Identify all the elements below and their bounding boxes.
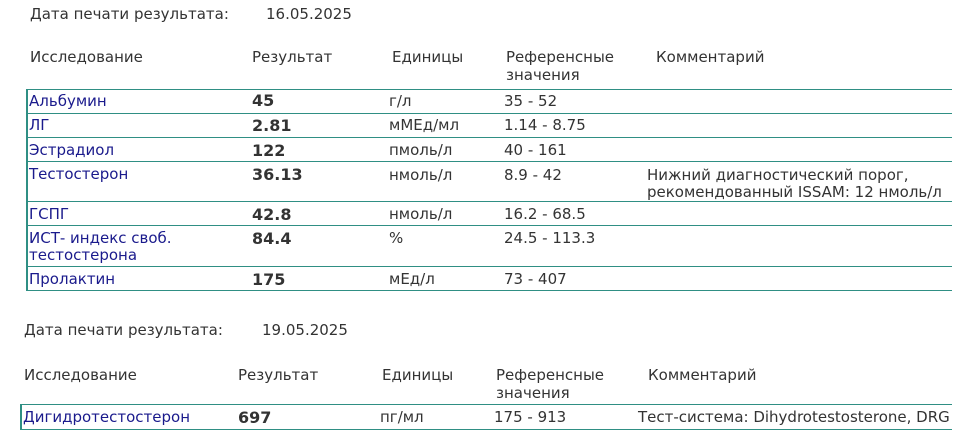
comment-line1: Тест-система: Dihydrotestosterone, DRG xyxy=(638,408,950,426)
row-marker xyxy=(26,113,28,137)
result-value: 175 xyxy=(252,270,286,289)
row-marker xyxy=(26,201,28,225)
print-date-label: Дата печати результата: xyxy=(24,321,223,339)
row-divider xyxy=(26,201,952,202)
units: нмоль/л xyxy=(389,166,453,184)
test-name: Пролактин xyxy=(29,270,116,288)
print-date-value: 19.05.2025 xyxy=(262,321,348,339)
row-marker xyxy=(26,89,28,113)
test-name: Эстрадиол xyxy=(29,141,115,159)
ref-range: 1.14 - 8.75 xyxy=(504,116,586,134)
result-value: 122 xyxy=(252,141,286,160)
row-divider xyxy=(26,266,952,267)
header-result: Результат xyxy=(252,48,333,66)
ref-range: 16.2 - 68.5 xyxy=(504,205,586,223)
test-name: Дигидротестостерон xyxy=(23,408,191,426)
result-value: 36.13 xyxy=(252,165,303,184)
row-marker xyxy=(26,161,28,201)
table-bottom-rule xyxy=(20,429,952,430)
header-comment: Комментарий xyxy=(656,48,765,66)
header-units: Единицы xyxy=(382,366,454,384)
row-divider xyxy=(26,89,952,90)
row-marker xyxy=(20,404,22,429)
ref-range: 175 - 913 xyxy=(494,408,567,426)
row-marker xyxy=(26,266,28,290)
header-result: Результат xyxy=(238,366,319,384)
row-divider xyxy=(26,225,952,226)
table-bottom-rule xyxy=(26,290,952,291)
result-value: 45 xyxy=(252,91,275,110)
ref-range: 35 - 52 xyxy=(504,92,558,110)
test-name: Альбумин xyxy=(29,92,107,110)
comment-line2: рекомендованный ISSAM: 12 нмоль/л xyxy=(647,183,942,201)
header-units: Единицы xyxy=(392,48,464,66)
units: мЕд/л xyxy=(389,270,435,288)
test-name: ИСТ- индекс своб. xyxy=(29,229,172,247)
row-divider xyxy=(26,113,952,114)
header-ref-line2: значения xyxy=(506,66,580,84)
result-value: 697 xyxy=(238,408,272,427)
row-marker xyxy=(26,225,28,266)
units: мМЕд/мл xyxy=(389,116,460,134)
header-comment: Комментарий xyxy=(648,366,757,384)
print-date-label: Дата печати результата: xyxy=(30,5,229,23)
ref-range: 24.5 - 113.3 xyxy=(504,229,596,247)
test-name-line2: тестостерона xyxy=(29,246,138,264)
row-marker xyxy=(26,137,28,161)
result-value: 2.81 xyxy=(252,116,292,135)
header-ref-line1: Референсные xyxy=(496,366,605,384)
print-date-value: 16.05.2025 xyxy=(266,5,352,23)
header-test: Исследование xyxy=(30,48,143,66)
units: % xyxy=(389,229,404,247)
ref-range: 8.9 - 42 xyxy=(504,166,562,184)
result-value: 84.4 xyxy=(252,229,292,248)
row-divider xyxy=(26,137,952,138)
test-name: ЛГ xyxy=(29,116,50,134)
row-divider xyxy=(26,161,952,162)
row-divider xyxy=(20,404,952,405)
comment-line1: Нижний диагностический порог, xyxy=(647,166,909,184)
test-name: ГСПГ xyxy=(29,205,70,223)
units: пмоль/л xyxy=(389,141,453,159)
ref-range: 40 - 161 xyxy=(504,141,567,159)
units: нмоль/л xyxy=(389,205,453,223)
ref-range: 73 - 407 xyxy=(504,270,567,288)
header-test: Исследование xyxy=(24,366,137,384)
header-ref-line2: значения xyxy=(496,384,570,402)
header-ref-line1: Референсные xyxy=(506,48,615,66)
test-name: Тестостерон xyxy=(29,165,129,183)
units: пг/мл xyxy=(380,408,424,426)
result-value: 42.8 xyxy=(252,205,292,224)
units: г/л xyxy=(389,92,412,110)
